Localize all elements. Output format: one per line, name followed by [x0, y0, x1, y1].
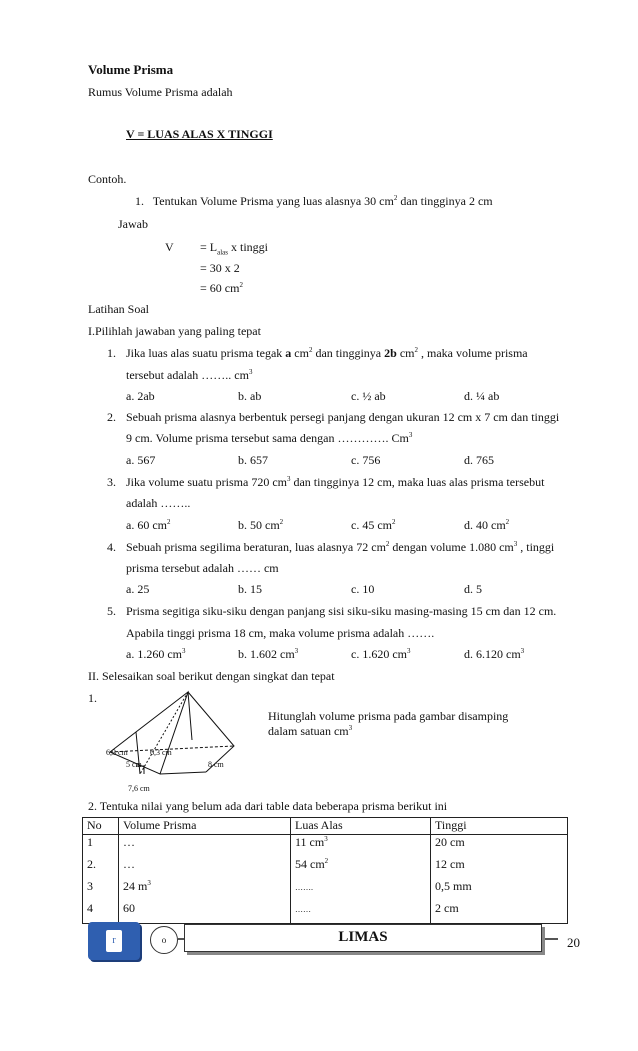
q3-line2: adalah ……..: [126, 496, 191, 510]
latihan-label: Latihan Soal: [88, 302, 149, 316]
figure-label-d: 8 cm: [208, 760, 224, 769]
q1-option-a: a. 2ab: [126, 389, 155, 403]
cell-volume: …: [119, 857, 291, 879]
q2-option-d: d. 765: [464, 453, 494, 467]
q3-option-a: a. 60 $cm^2$: [126, 518, 171, 532]
prism-data-table: [82, 817, 568, 924]
q4-option-a: a. 25: [126, 582, 150, 596]
header-no: No: [83, 818, 119, 835]
q2-line1: Sebuah prisma alasnya berbentuk persegi panjang dengan ukuran 12 cm x 7 cm dan tinggi: [126, 410, 560, 424]
part2-title: II. Selesaikan soal berikut dengan singkat dan tepat: [88, 669, 335, 683]
prism-bottom-edge: [160, 772, 206, 774]
figure-label-e: 7,6 cm: [128, 784, 150, 793]
logo-letter: r: [106, 930, 122, 952]
footer-banner-title: LIMAS: [338, 929, 388, 945]
q4-option-c: c. 10: [351, 582, 375, 596]
q4-option-d: d. 5: [464, 582, 482, 596]
q2-option-c: c. 756: [351, 453, 381, 467]
q3-line1: Jika volume suatu prisma 720 $cm^3$ dan tingginya 12 cm, maka luas alas prisma tersebut: [126, 475, 545, 489]
footer-logo: [88, 922, 140, 960]
formula: V = LUAS ALAS X TINGGI: [126, 127, 273, 141]
cell-no: 3: [83, 879, 119, 901]
q1-option-d: d. ¼ ab: [464, 389, 500, 403]
part2-q1-text-line1: Hitunglah volume prisma pada gambar disamping: [268, 709, 509, 723]
table-header-row: [83, 818, 568, 835]
v-label: V: [165, 240, 174, 254]
footer-circle: o: [150, 926, 178, 954]
cell-volume: 60: [119, 901, 291, 924]
q4-number: 4.: [107, 540, 116, 554]
q4-option-b: b. 15: [238, 582, 262, 596]
q3-option-d: d. 40 $cm^2$: [464, 518, 510, 532]
q3-option-c: c. 45 $cm^2$: [351, 518, 396, 532]
answer-step-3: = 60 $cm^2$: [200, 281, 243, 295]
cell-tinggi: 12 cm: [431, 857, 568, 879]
example-question: 1. Tentukan Volume Prisma yang luas alasnya 30 $cm^2$ dan tingginya 2 cm: [135, 194, 493, 208]
table-row: [83, 901, 568, 924]
table-row: [83, 879, 568, 901]
part1-title: I.Pilihlah jawaban yang paling tepat: [88, 324, 261, 338]
jawab-label: Jawab: [118, 217, 148, 231]
q2-option-a: a. 567: [126, 453, 156, 467]
q1-line1: Jika luas alas suatu prisma tegak a $cm^2$ dan tingginya 2b $cm^2$ , maka volume prisma: [126, 346, 528, 360]
prism-inner-edge: [188, 692, 192, 740]
figure-label-c: 5 cm: [126, 760, 142, 769]
part2-q2-text: 2. Tentuka nilai yang belum ada dari table data beberapa prisma berikut ini: [88, 799, 448, 813]
header-luas-alas: Luas Alas: [291, 818, 431, 835]
figure-label-a: 6,3 cm: [106, 748, 128, 757]
cell-volume: 24 $m^3$: [119, 879, 291, 901]
answer-step-2: = 30 x 2: [200, 261, 240, 275]
q1-option-b: b. ab: [238, 389, 262, 403]
cell-no: 2.: [83, 857, 119, 879]
contoh-label: Contoh.: [88, 172, 127, 186]
q3-option-b: b. 50 $cm^2$: [238, 518, 284, 532]
footer-banner: [184, 924, 542, 952]
cell-tinggi: 20 cm: [431, 835, 568, 858]
q1-option-c: c. ½ ab: [351, 389, 386, 403]
page-number: 20: [567, 935, 580, 950]
q1-number: 1.: [107, 346, 116, 360]
cell-luas-alas: ……: [291, 901, 431, 924]
cell-no: 4: [83, 901, 119, 924]
cell-luas-alas: 54 $cm^2$: [291, 857, 431, 879]
part2-q1-text-line2: dalam satuan $cm^3$: [268, 724, 353, 738]
q5-option-a: a. 1.260 $cm^3$: [126, 647, 186, 661]
q2-line2: 9 cm. Volume prisma tersebut sama dengan …………. Cm$^3$: [126, 431, 413, 445]
intro-text: Rumus Volume Prisma adalah: [88, 85, 233, 99]
answer-step-1: = $L_{alas}$ x tinggi: [200, 240, 269, 257]
prism-hidden-edge: [110, 746, 234, 752]
page-title: Volume Prisma: [88, 62, 174, 77]
q4-line2: prisma tersebut adalah …… cm: [126, 561, 279, 575]
q5-number: 5.: [107, 604, 116, 618]
cell-tinggi: 2 cm: [431, 901, 568, 924]
table-row: [83, 857, 568, 879]
header-tinggi: Tinggi: [431, 818, 568, 835]
cell-tinggi: 0,5 mm: [431, 879, 568, 901]
q4-line1: Sebuah prisma segilima beraturan, luas alasnya 72 $cm^2$ dengan volume 1.080 $cm^3$ , tinggi: [126, 540, 555, 554]
q5-option-c: c. 1.620 $cm^3$: [351, 647, 411, 661]
q2-option-b: b. 657: [238, 453, 268, 467]
cell-luas-alas: …….: [291, 879, 431, 901]
cell-volume: …: [119, 835, 291, 858]
q5-option-b: b. 1.602 $cm^3$: [238, 647, 299, 661]
q2-number: 2.: [107, 410, 116, 424]
header-volume: Volume Prisma: [119, 818, 291, 835]
q5-option-d: d. 6.120 $cm^3$: [464, 647, 525, 661]
figure-label-b: 6,3 cm: [150, 748, 172, 757]
cell-luas-alas: 11 $cm^3$: [291, 835, 431, 858]
table-row: [83, 835, 568, 858]
part2-q1-number: 1.: [88, 691, 97, 705]
q5-line1: Prisma segitiga siku-siku dengan panjang sisi siku-siku masing-masing 15 cm dan 12 cm.: [126, 604, 557, 618]
prism-front-face: [110, 692, 188, 774]
q5-line2: Apabila tinggi prisma 18 cm, maka volume prisma adalah …….: [126, 626, 435, 640]
q3-number: 3.: [107, 475, 116, 489]
q1-line2: tersebut adalah …….. $cm^3$: [126, 368, 253, 382]
cell-no: 1: [83, 835, 119, 858]
prism-figure: [96, 684, 246, 794]
